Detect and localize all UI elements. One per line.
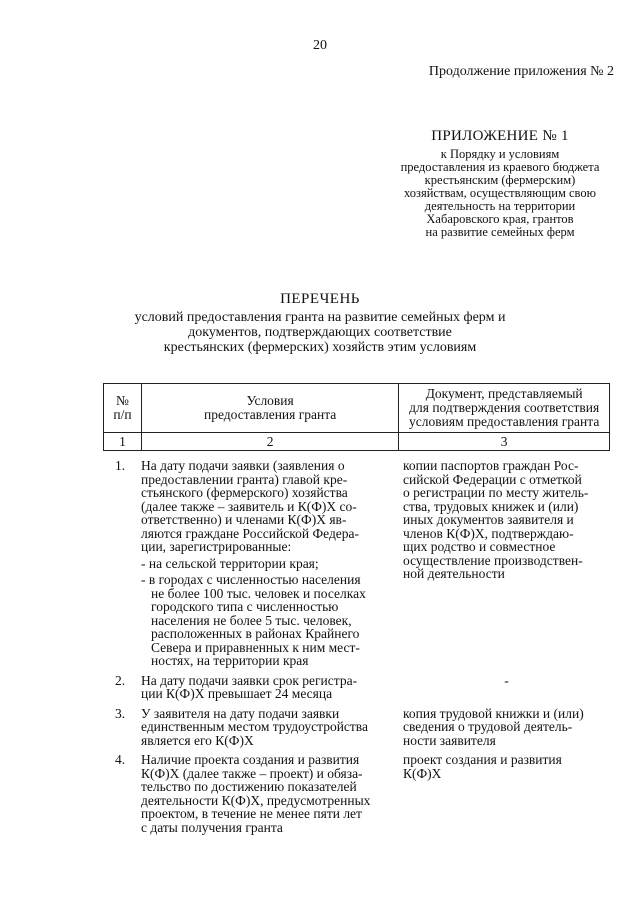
- row-number: 1.: [115, 458, 126, 473]
- row-conditions: [141, 459, 399, 668]
- annex-subtitle-line: предоставления из краевого бюджета: [400, 160, 600, 174]
- condition-line: Наличие проекта создания и развития: [141, 752, 360, 767]
- condition-line: ответственно) и членами К(Ф)Х яв-: [141, 512, 347, 527]
- document-line: К(Ф)Х: [403, 765, 442, 781]
- annex-subtitle-line: к Порядку и условиям: [440, 147, 560, 161]
- table-body: [103, 459, 610, 840]
- condition-line: предоставлении гранта) главой кре-: [141, 471, 348, 487]
- condition-line: единственным местом трудоустройства: [141, 719, 368, 734]
- document-line: ной деятельности: [403, 566, 505, 581]
- condition-subitem-line: расположенных в районах Крайнего: [151, 626, 360, 641]
- condition-subitem-line: городского типа с численностью: [151, 599, 339, 614]
- row-document: -: [504, 672, 509, 688]
- condition-subitem-line: - в городах с численностью населения: [141, 572, 361, 587]
- header-conditions: [141, 384, 398, 433]
- document-line: проект создания и развития: [403, 752, 562, 767]
- condition-line: стьянского (фермерского) хозяйства: [141, 485, 348, 500]
- condition-line: К(Ф)Х (далее также – проект) и обяза-: [141, 765, 363, 781]
- annex-subtitle-line: крестьянским (фермерским): [424, 173, 576, 187]
- annex-subtitle-line: Хабаровского края, грантов: [426, 212, 574, 226]
- col-number: 3: [399, 433, 610, 451]
- row-conditions: [141, 674, 399, 701]
- condition-subitem-line: не более 100 тыс. человек и поселках: [151, 585, 366, 601]
- annex-title: ПРИЛОЖЕНИЕ № 1: [431, 128, 569, 144]
- condition-line: тельство по достижению показателей: [141, 779, 357, 794]
- row-conditions: [141, 753, 399, 834]
- annex-subtitle-line: на развитие семейных ферм: [425, 225, 575, 239]
- condition-subitem-line: Севера и приравненных к ним мест-: [151, 639, 360, 655]
- annex-subtitle-line: деятельность на территории: [424, 199, 576, 213]
- header-num: [104, 384, 142, 433]
- row-document: [399, 753, 610, 834]
- condition-subitem: - на сельской территории края;: [141, 555, 319, 571]
- row-document: [399, 707, 610, 748]
- row-number: 4.: [115, 752, 126, 767]
- document-line: членов К(Ф)Х, подтверждаю-: [403, 525, 574, 541]
- document-line: ства, трудовых книжек и (или): [403, 498, 579, 514]
- document-line: копия трудовой книжки и (или): [403, 705, 584, 721]
- header-document-line: для подтверждения соответствия: [409, 400, 600, 415]
- table-row: [103, 674, 610, 701]
- document-line: ности заявителя: [403, 732, 496, 748]
- header-conditions-line: предоставления гранта: [203, 407, 337, 422]
- continuation-note: Продолжение приложения № 2: [428, 64, 614, 79]
- condition-subitem-line: населения не более 5 тыс. человек,: [151, 612, 352, 628]
- document-subtitle-line: документов, подтверждающих соответствие: [188, 325, 452, 340]
- row-number: 2.: [115, 672, 126, 688]
- table-row: [103, 753, 610, 834]
- condition-line: ции К(Ф)Х превышает 24 месяца: [141, 686, 333, 701]
- document-subtitle-line: крестьянских (фермерских) хозяйств этим условиям: [163, 340, 477, 355]
- header-num-line: №: [116, 393, 129, 408]
- row-conditions: [141, 707, 399, 748]
- condition-line: ции, зарегистрированные:: [141, 539, 292, 554]
- header-document-line: условиям предоставления гранта: [409, 414, 600, 429]
- document-line: сведения о трудовой деятель-: [403, 719, 573, 734]
- annex-subtitle: [370, 148, 630, 239]
- condition-subitem: [141, 573, 391, 668]
- condition-line: На дату подачи заявки (заявления о: [141, 458, 345, 473]
- header-conditions-line: Условия: [246, 393, 294, 408]
- condition-line: деятельности К(Ф)Х, предусмотренных: [141, 792, 371, 808]
- document-title: ПЕРЕЧЕНЬ: [280, 291, 360, 307]
- header-num-line: п/п: [113, 407, 132, 422]
- table-row: [103, 459, 610, 668]
- document-line: щих родство и совместное: [403, 539, 556, 554]
- condition-line: ляются граждане Российской Федера-: [141, 525, 360, 541]
- document-line: о регистрации по месту житель-: [403, 485, 589, 500]
- page-number: 20: [313, 38, 327, 53]
- document-line: осуществление производствен-: [403, 552, 583, 568]
- condition-subitem-line: ностях, на территории края: [151, 653, 309, 668]
- document-subtitle-line: условий предоставления гранта на развитие семейных ферм и: [134, 310, 506, 325]
- annex-subtitle-line: хозяйствам, осуществляющим свою: [404, 186, 596, 200]
- row-number: 3.: [115, 705, 126, 721]
- col-number: 2: [141, 433, 398, 451]
- condition-line: проектом, в течение не менее пяти лет: [141, 806, 362, 821]
- condition-line: У заявителя на дату подачи заявки: [141, 705, 340, 721]
- condition-line: На дату подачи заявки срок регистра-: [141, 672, 358, 688]
- document-subtitle: [130, 310, 510, 355]
- table-row: [103, 707, 610, 748]
- condition-line: является его К(Ф)Х: [141, 732, 254, 748]
- document-line: копии паспортов граждан Рос-: [403, 458, 579, 473]
- condition-line: (далее также – заявитель и К(Ф)Х со-: [141, 498, 357, 514]
- condition-line: с даты получения гранта: [141, 819, 283, 835]
- table-header: [103, 383, 610, 451]
- header-document: [399, 384, 610, 433]
- document-line: сийской Федерации с отметкой: [403, 471, 582, 487]
- document-line: иных документов заявителя и: [403, 512, 574, 527]
- col-number: 1: [104, 433, 142, 451]
- row-document: [399, 459, 610, 668]
- header-document-line: Документ, представляемый: [425, 386, 583, 401]
